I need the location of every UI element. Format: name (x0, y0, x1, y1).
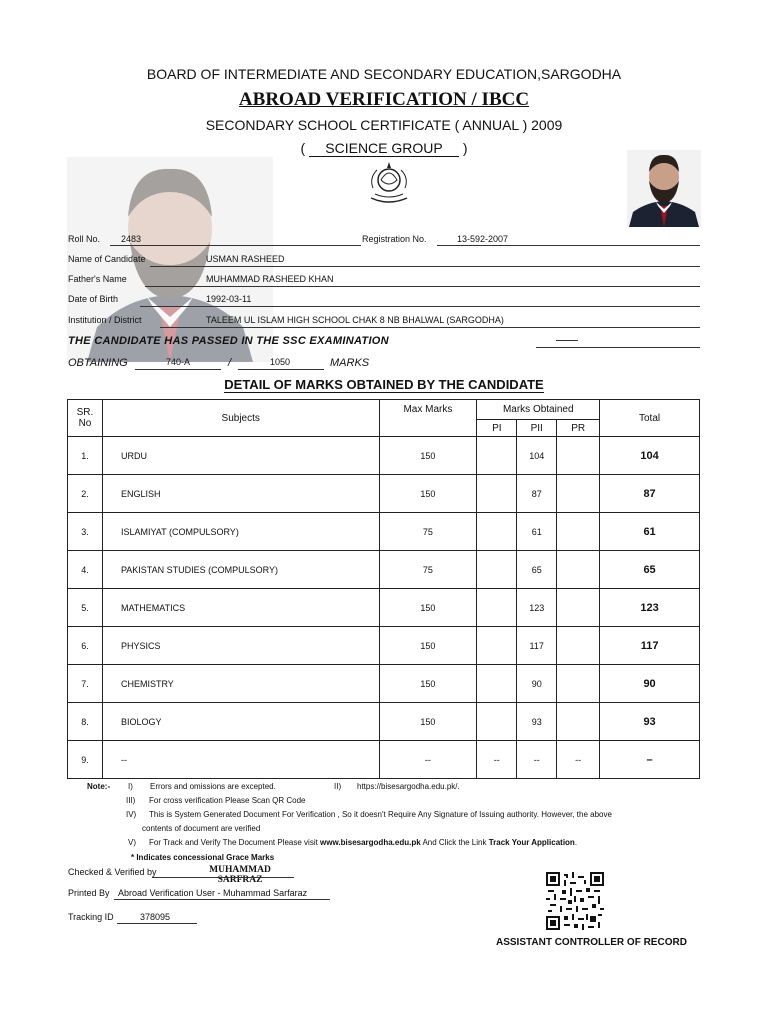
total-cell: 90 (600, 665, 700, 703)
subject-cell: ISLAMIYAT (COMPULSORY) (102, 513, 379, 551)
grace-marks-note: * Indicates concessional Grace Marks (131, 853, 275, 862)
note-iv-number: IV) (126, 810, 137, 819)
sr-cell: 6. (68, 627, 103, 665)
pii-header: PII (517, 420, 557, 437)
pi-cell (477, 551, 517, 589)
table-row (68, 475, 700, 513)
roll-no-underline (110, 245, 361, 246)
tracking-id-underline (117, 923, 197, 924)
max-cell: 150 (379, 703, 477, 741)
pii-cell: 104 (517, 437, 557, 475)
dob-label: Date of Birth (68, 294, 119, 304)
passed-dash (556, 340, 578, 341)
max-cell: 75 (379, 513, 477, 551)
group-close-paren: ) (462, 140, 468, 156)
table-row (68, 513, 700, 551)
obtained-marks: 740-A (166, 357, 191, 367)
note-i-number: I) (128, 782, 133, 791)
subject-cell: URDU (102, 437, 379, 475)
group-name: SCIENCE GROUP (309, 140, 459, 157)
tracking-id-value: 378095 (140, 912, 171, 922)
table-row (68, 741, 700, 779)
sr-header-line1: SR. (76, 407, 94, 418)
verifier-signature (180, 865, 300, 885)
note-v-prefix: For Track and Verify The Document Please visit (149, 838, 321, 847)
website-link[interactable]: www.bisesargodha.edu.pk (320, 838, 421, 847)
pi-cell (477, 475, 517, 513)
registration-label: Registration No. (362, 234, 427, 244)
registration-value: 13-592-2007 (457, 234, 509, 244)
tracking-id-label: Tracking ID (68, 912, 114, 922)
pr-cell (557, 627, 600, 665)
pr-cell (557, 437, 600, 475)
max-marks-header: Max Marks (379, 400, 477, 437)
pr-cell (557, 551, 600, 589)
max-cell: 75 (379, 551, 477, 589)
printed-by-underline (114, 899, 330, 900)
pr-cell (557, 475, 600, 513)
father-name-value: MUHAMMAD RASHEED KHAN (206, 274, 334, 284)
candidate-name-underline (150, 266, 700, 267)
board-emblem-icon (363, 158, 415, 208)
marks-slash: / (228, 357, 232, 369)
marks-table (67, 399, 700, 779)
pi-cell (477, 665, 517, 703)
note-v-middle: And Click the Link (420, 838, 489, 847)
total-cell: 61 (600, 513, 700, 551)
max-cell: 150 (379, 589, 477, 627)
sr-cell: 4. (68, 551, 103, 589)
max-cell: 150 (379, 437, 477, 475)
table-row (68, 703, 700, 741)
pr-cell: -- (557, 741, 600, 779)
subject-cell: -- (102, 741, 379, 779)
pii-cell: 65 (517, 551, 557, 589)
pr-cell (557, 665, 600, 703)
roll-no-label: Roll No. (68, 234, 101, 244)
pii-cell: 90 (517, 665, 557, 703)
note-iv: This is System Generated Document For Verification , So it doesn't Require Any Signature of Issuing authority. However, the above (149, 810, 612, 819)
group-open-paren: ( (300, 140, 306, 156)
pii-cell: 87 (517, 475, 557, 513)
pii-cell: 117 (517, 627, 557, 665)
board-name: BOARD OF INTERMEDIATE AND SECONDARY EDUCATION,SARGODHA (146, 66, 622, 82)
subject-cell: PAKISTAN STUDIES (COMPULSORY) (102, 551, 379, 589)
sr-cell: 8. (68, 703, 103, 741)
total-cell: 104 (600, 437, 700, 475)
document-title: ABROAD VERIFICATION / IBCC (238, 89, 530, 110)
institution-value: TALEEM UL ISLAM HIGH SCHOOL CHAK 8 NB BHALWAL (SARGODHA) (206, 315, 504, 325)
institution-label: Institution / District (68, 315, 142, 325)
qr-code-icon[interactable] (546, 872, 604, 930)
table-row (68, 627, 700, 665)
total-cell: 93 (600, 703, 700, 741)
table-row (68, 665, 700, 703)
marks-detail-title: DETAIL OF MARKS OBTAINED BY THE CANDIDATE (224, 377, 544, 392)
subject-cell: BIOLOGY (102, 703, 379, 741)
sr-cell: 5. (68, 589, 103, 627)
candidate-photo (627, 150, 701, 227)
total-cell: 117 (600, 627, 700, 665)
pi-header: PI (477, 420, 517, 437)
sr-cell: 9. (68, 741, 103, 779)
note-iii: For cross verification Please Scan QR Code (149, 796, 306, 805)
subject-cell: MATHEMATICS (102, 589, 379, 627)
total-cell: 65 (600, 551, 700, 589)
dob-underline (140, 306, 700, 307)
passed-statement: THE CANDIDATE HAS PASSED IN THE SSC EXAMINATION (68, 335, 389, 347)
sr-no-header (68, 400, 103, 437)
pi-cell (477, 513, 517, 551)
assistant-controller-label: ASSISTANT CONTROLLER OF RECORD (496, 937, 687, 948)
max-cell: -- (379, 741, 477, 779)
certificate-name: SECONDARY SCHOOL CERTIFICATE ( ANNUAL ) 2009 (205, 117, 563, 133)
table-row (68, 589, 700, 627)
total-cell: – (600, 741, 700, 779)
pr-cell (557, 513, 600, 551)
pi-cell (477, 437, 517, 475)
subject-cell: PHYSICS (102, 627, 379, 665)
pi-cell (477, 627, 517, 665)
candidate-name-value: USMAN RASHEED (206, 254, 285, 264)
sr-cell: 3. (68, 513, 103, 551)
pr-cell (557, 703, 600, 741)
note-iii-number: III) (126, 796, 136, 805)
pi-cell (477, 589, 517, 627)
note-v-end: . (574, 838, 578, 847)
verifier-underline (152, 877, 294, 878)
table-row (68, 551, 700, 589)
total-header: Total (600, 400, 700, 437)
pi-cell (477, 703, 517, 741)
track-application-link[interactable]: Track Your Application (488, 838, 575, 847)
obtaining-label: OBTAINING (68, 357, 128, 369)
pr-cell (557, 589, 600, 627)
father-name-underline (145, 286, 700, 287)
sr-cell: 2. (68, 475, 103, 513)
sr-cell: 1. (68, 437, 103, 475)
subject-cell: ENGLISH (102, 475, 379, 513)
max-cell: 150 (379, 665, 477, 703)
note-ii-link[interactable]: https://bisesargodha.edu.pk/. (357, 782, 460, 791)
total-cell: 123 (600, 589, 700, 627)
candidate-name-label: Name of Candidate (68, 254, 146, 264)
verifier-name-line2: SARFRAZ (217, 875, 263, 885)
passed-underline (536, 347, 700, 348)
registration-underline (437, 245, 700, 246)
sr-cell: 7. (68, 665, 103, 703)
printed-by-value: Abroad Verification User - Muhammad Sarfaraz (118, 888, 308, 898)
marks-label: MARKS (330, 357, 370, 369)
max-cell: 150 (379, 627, 477, 665)
subject-cell: CHEMISTRY (102, 665, 379, 703)
total-underline (238, 369, 324, 370)
note-v-number: V) (128, 838, 136, 847)
table-row (68, 437, 700, 475)
note-ii-number: II) (334, 782, 342, 791)
subjects-header: Subjects (102, 400, 379, 437)
institution-underline (160, 327, 700, 328)
note-v (149, 838, 577, 847)
pi-cell: -- (477, 741, 517, 779)
pii-cell: -- (517, 741, 557, 779)
max-cell: 150 (379, 475, 477, 513)
sr-header-line2: No (78, 418, 92, 429)
pii-cell: 123 (517, 589, 557, 627)
note-iv-continued: contents of document are verified (142, 824, 261, 833)
checked-verified-label: Checked & Verified by (68, 867, 157, 877)
printed-by-label: Printed By (68, 888, 110, 898)
father-name-label: Father's Name (68, 274, 127, 284)
total-cell: 87 (600, 475, 700, 513)
roll-no-value: 2483 (121, 234, 142, 244)
total-marks: 1050 (270, 357, 291, 367)
note-i: Errors and omissions are excepted. (150, 782, 276, 791)
obtained-underline (135, 369, 221, 370)
marks-obtained-header: Marks Obtained (477, 400, 600, 420)
pii-cell: 93 (517, 703, 557, 741)
pii-cell: 61 (517, 513, 557, 551)
verifier-name-line1: MUHAMMAD (209, 865, 271, 875)
pr-header: PR (557, 420, 600, 437)
dob-value: 1992-03-11 (206, 294, 252, 304)
note-label: Note:- (87, 782, 111, 791)
